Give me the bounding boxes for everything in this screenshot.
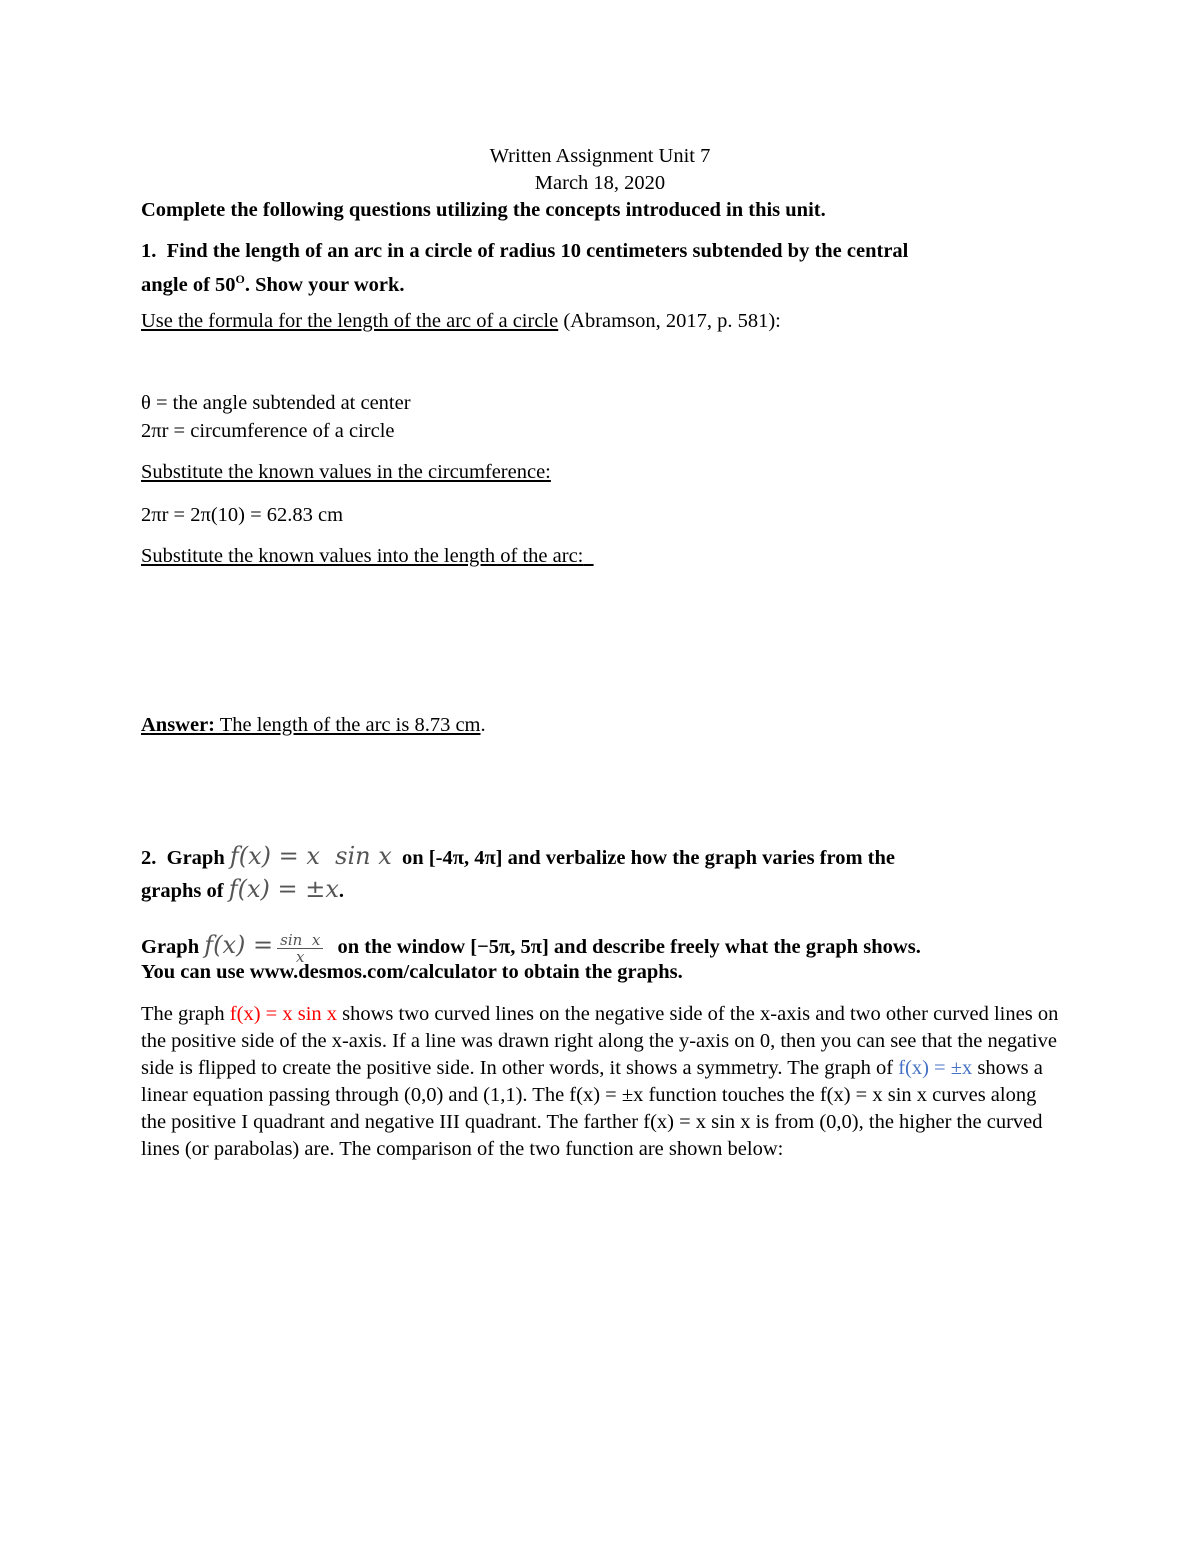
q1-prompt-text: Find the length of an arc in a circle of radius 10 centimeters subtended by the central — [166, 240, 909, 262]
fn-sinc-lhs: f(x) = — [204, 931, 274, 959]
answer-label: Answer: — [141, 714, 216, 736]
fn-x-sin-x: f(x) = x sin x — [229, 842, 392, 870]
page-title: Written Assignment Unit 7 — [489, 145, 711, 167]
answer-text: The length of the arc is 8.73 cm — [215, 714, 481, 736]
blue-function: f(x) = ±x — [898, 1057, 973, 1079]
q1-prompt-line2 — [141, 266, 405, 299]
answer-p3: shows a linear equation passing through (0,0) and (1,1). The f(x) = ±x function touches the f(x) = x sin x curves along the positive I quadrant and negative III quadrant. The farther f(x) = x sin x is from (0,0), the higher the curved lines (or parabolas) are. The comparison of the two function are shown below: — [141, 1057, 1043, 1160]
answer-p1: The graph — [141, 1003, 230, 1025]
q1-prompt-line1 — [141, 238, 908, 265]
answer-period: . — [480, 714, 486, 736]
formula-citation: (Abramson, 2017, p. 581): — [558, 310, 781, 332]
red-function: f(x) = x sin x — [229, 1003, 338, 1025]
q2-line1 — [141, 843, 895, 872]
def-theta: θ = the angle subtended at center — [141, 392, 411, 414]
def-circumference: 2πr = circumference of a circle — [141, 420, 395, 442]
formula-intro-underlined: Use the formula for the length of the arc of a circle — [141, 310, 559, 332]
page-date: March 18, 2020 — [534, 172, 666, 194]
fraction-denominator: x — [295, 947, 305, 966]
degree-sup: O — [235, 272, 245, 286]
q1-number: 1. — [141, 240, 157, 262]
graph-word: Graph — [166, 847, 225, 869]
fn-plus-minus-x: f(x) = ±x — [228, 875, 339, 903]
sub-arc-label — [141, 543, 594, 570]
q2-number: 2. — [141, 847, 157, 869]
fraction-numerator: sin x — [277, 932, 323, 949]
sub-arc-label-text: Substitute the known values into the length of the arc: — [141, 545, 584, 567]
q2-window-text: on the window [−5π, 5π] and describe freely what the graph shows. — [337, 936, 921, 958]
desmos-text: You can use www.desmos.com/calculator to obtain the graphs. — [141, 961, 683, 983]
q1-answer — [141, 712, 486, 739]
circ-calc: 2πr = 2π(10) = 62.83 cm — [141, 504, 344, 526]
q1-show-work: . Show your work. — [244, 273, 405, 296]
graph-word-2: Graph — [141, 936, 200, 958]
formula-intro — [141, 308, 781, 335]
graphs-of-text: graphs of — [141, 880, 224, 902]
q2-period: . — [338, 880, 344, 902]
q1-angle-text: angle of 50 — [141, 273, 236, 296]
instructions: Complete the following questions utilizing the concepts introduced in this unit. — [141, 199, 826, 221]
q2-line2 — [141, 876, 344, 905]
sub-circ-label: Substitute the known values in the circumference: — [141, 461, 551, 483]
answer-p2: shows two curved lines on the negative side of the x-axis and two other curved lines on the positive side of the x-axis. If a line was drawn right along the y-axis on 0, then you can see that the negative side is flipped to create the positive side. In other words, it shows a symmetry. The graph of — [141, 1003, 1059, 1079]
q2-answer-paragraph — [141, 1001, 1061, 1163]
q2-interval-text: on [-4π, 4π] and verbalize how the graph varies from the — [402, 847, 896, 869]
